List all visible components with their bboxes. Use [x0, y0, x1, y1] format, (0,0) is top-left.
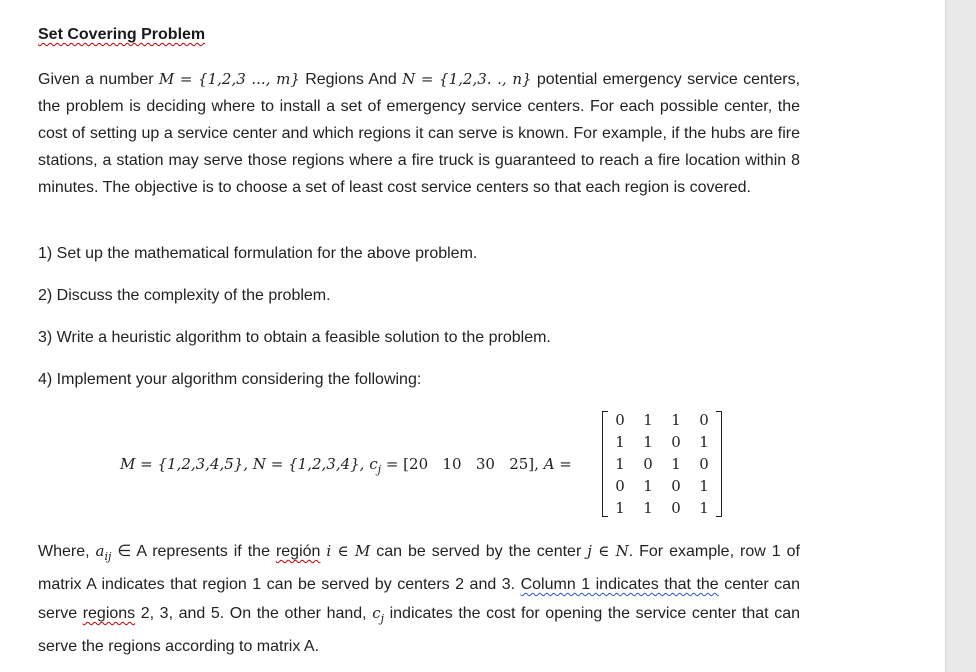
- matrix-cell: 1: [699, 477, 709, 495]
- eq-c-label: c: [369, 455, 378, 473]
- matrix-cell: 0: [671, 477, 681, 495]
- where-a-symbol: a: [95, 542, 105, 560]
- where-text-2: ∈ A represents if the: [117, 543, 270, 560]
- intro-text-1: Given a number: [38, 71, 154, 88]
- matrix-cell: 1: [643, 477, 653, 495]
- where-text-6: 2, 3, and 5. On the other hand,: [140, 605, 367, 623]
- intro-paragraph: [38, 66, 800, 201]
- matrix-cell: 1: [671, 455, 681, 473]
- question-2: 2) Discuss the complexity of the problem.: [38, 287, 331, 304]
- eq-set-m: M = {1,2,3,4,5},: [120, 455, 249, 473]
- given-data-equation: [120, 455, 572, 476]
- question-4: 4) Implement your algorithm considering the following:: [38, 371, 422, 388]
- matrix-cell: 1: [699, 433, 709, 451]
- where-text-3: can be served by the center: [376, 543, 582, 560]
- matrix-a: [602, 409, 722, 519]
- eq-set-n: N = {1,2,3,4},: [252, 455, 365, 473]
- matrix-right-bracket: [716, 411, 722, 517]
- intro-text-2: Regions And: [305, 71, 397, 88]
- matrix-cell: 0: [699, 455, 709, 473]
- matrix-cell: 0: [671, 499, 681, 517]
- matrix-left-bracket: [602, 411, 608, 517]
- matrix-cell: 0: [615, 411, 625, 429]
- question-1: 1) Set up the mathematical formulation for the above problem.: [38, 245, 478, 262]
- window-gutter: [946, 0, 976, 672]
- where-column-sentence: Column 1 indicates that the: [520, 576, 719, 594]
- title-text: Set Covering Problem: [38, 26, 206, 43]
- where-regions-word: regions: [82, 605, 136, 623]
- matrix-cell: 0: [643, 455, 653, 473]
- document-title: [38, 26, 205, 44]
- where-region-word: región: [275, 543, 321, 560]
- where-j-in-n: j ∈ N: [587, 542, 629, 560]
- matrix-cell: 1: [699, 499, 709, 517]
- matrix-cell: 1: [643, 499, 653, 517]
- matrix-cell: 1: [643, 411, 653, 429]
- eq-a-label: A =: [543, 455, 572, 473]
- set-n-expression: N = {1,2,3. ., n}: [402, 70, 532, 88]
- matrix-cell: 1: [615, 499, 625, 517]
- where-text-7: indicates the cost for opening the service center that can serve the regions according to matrix A.: [38, 605, 800, 656]
- where-c-symbol: c: [372, 604, 381, 623]
- matrix-cell: 0: [699, 411, 709, 429]
- eq-c-subscript: j: [377, 463, 382, 476]
- question-3: 3) Write a heuristic algorithm to obtain a feasible solution to the problem.: [38, 329, 551, 346]
- where-text-1: Where,: [38, 543, 90, 560]
- matrix-cell: 1: [615, 433, 625, 451]
- where-paragraph: [38, 537, 800, 661]
- matrix-cell: 1: [615, 455, 625, 473]
- intro-text-3: potential emergency service centers, the problem is deciding where to install a set of emergency service centers. For each possible center, the cost of setting up a service center and which regions it can serve is known. For example, if the hubs are fire stations, a station may serve those regions where a fire truck is guaranteed to reach a fire location within 8 minutes. The objective is to choose a set of least cost service centers so that each region is covered.: [38, 71, 801, 196]
- eq-cost-vector: = [20 10 30 25],: [385, 455, 539, 473]
- matrix-cell: 0: [615, 477, 625, 495]
- matrix-cell: 1: [643, 433, 653, 451]
- where-a-subscript: ij: [104, 550, 112, 564]
- where-text-5: center can serve: [38, 576, 800, 623]
- where-i-in-m: i ∈ M: [326, 542, 371, 560]
- matrix-cell: 1: [671, 411, 681, 429]
- matrix-cell: 0: [671, 433, 681, 451]
- where-c-subscript: j: [380, 612, 385, 626]
- where-text-4: . For example, row 1 of matrix A indicates that region 1 can be served by centers 2 and 3.: [38, 543, 800, 594]
- set-m-expression: M = {1,2,3 ..., m}: [158, 70, 300, 88]
